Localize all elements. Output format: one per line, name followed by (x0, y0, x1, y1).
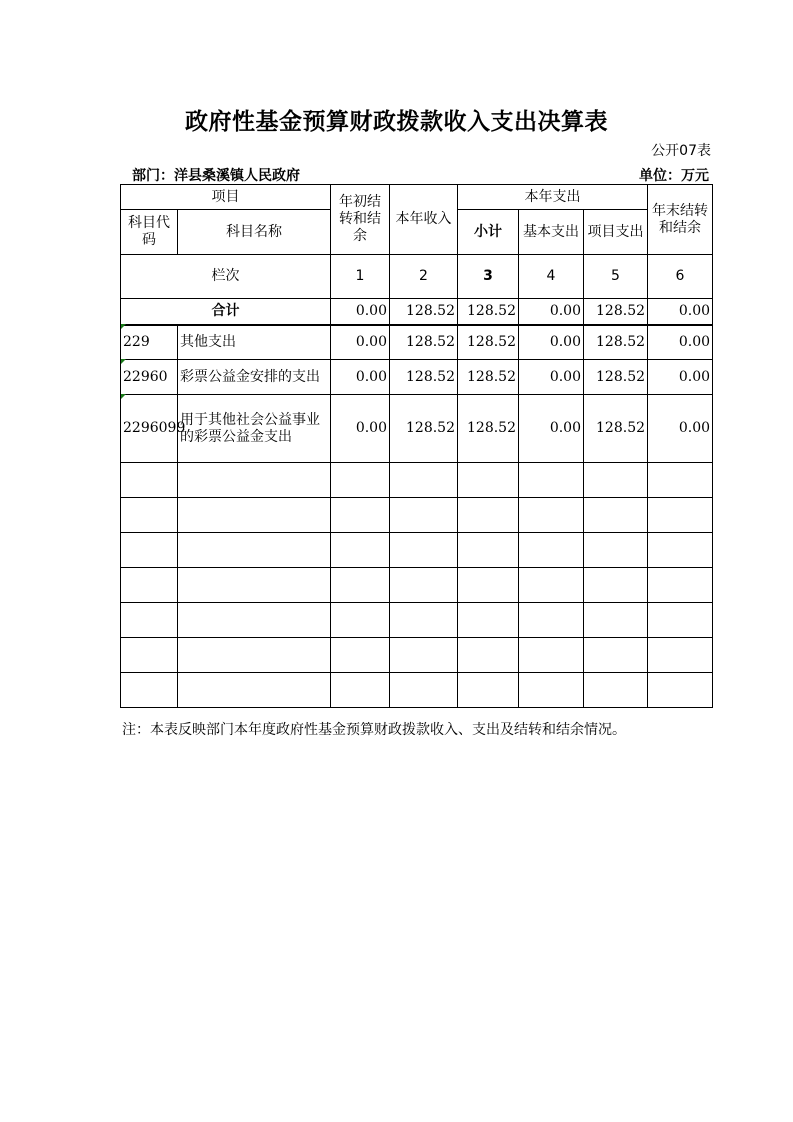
column-index-cell: 4 (519, 255, 584, 299)
value-cell: 128.52 (390, 325, 458, 360)
subject-code-cell: 2296099 (121, 395, 178, 463)
subject-code-cell: 229 (121, 325, 178, 360)
empty-row (121, 568, 713, 603)
header-income: 本年收入 (390, 185, 458, 255)
total-label: 合计 (121, 299, 331, 325)
empty-row (121, 463, 713, 498)
total-cell: 0.00 (519, 299, 584, 325)
subject-name-cell: 用于其他社会公益事业的彩票公益金支出 (178, 395, 331, 463)
value-cell: 128.52 (390, 395, 458, 463)
unit-label: 单位：万元 (639, 168, 709, 184)
table-row (121, 325, 713, 360)
value-cell: 0.00 (331, 360, 390, 395)
cell-marker-icon (121, 359, 126, 364)
total-cell: 128.52 (584, 299, 648, 325)
footnote: 注：本表反映部门本年度政府性基金预算财政拨款收入、支出及结转和结余情况。 (122, 722, 626, 738)
column-index-cell: 5 (584, 255, 648, 299)
total-row (121, 299, 713, 325)
value-cell: 0.00 (519, 395, 584, 463)
value-cell: 128.52 (458, 360, 519, 395)
header-subject-code: 科目代码 (121, 210, 178, 255)
empty-row (121, 533, 713, 568)
total-cell: 128.52 (390, 299, 458, 325)
column-index-cell: 3 (458, 255, 519, 299)
table-row (121, 395, 713, 463)
value-cell: 0.00 (519, 360, 584, 395)
empty-row (121, 498, 713, 533)
empty-row (121, 603, 713, 638)
value-cell: 0.00 (648, 325, 713, 360)
value-cell: 128.52 (458, 395, 519, 463)
report-title: 政府性基金预算财政拨款收入支出决算表 (185, 109, 608, 135)
value-cell: 128.52 (390, 360, 458, 395)
value-cell: 0.00 (331, 395, 390, 463)
column-index-cell: 1 (331, 255, 390, 299)
column-index-label: 栏次 (121, 255, 331, 299)
column-index-cell: 2 (390, 255, 458, 299)
subject-name-cell: 彩票公益金安排的支出 (178, 360, 331, 395)
header-project: 项目 (121, 185, 331, 210)
header-closing-balance: 年末结转和结余 (648, 185, 713, 255)
value-cell: 128.52 (458, 325, 519, 360)
header-basic-exp: 基本支出 (519, 210, 584, 255)
header-subject-name: 科目名称 (178, 210, 331, 255)
header-subtotal: 小计 (458, 210, 519, 255)
department-label: 部门：洋县桑溪镇人民政府 (132, 168, 300, 184)
value-cell: 0.00 (519, 325, 584, 360)
column-index-row (121, 255, 713, 299)
empty-row (121, 673, 713, 708)
value-cell: 0.00 (648, 360, 713, 395)
form-code: 公开07表 (651, 143, 711, 159)
header-opening-balance: 年初结转和结余 (331, 185, 390, 255)
value-cell: 0.00 (648, 395, 713, 463)
subject-code-cell: 22960 (121, 360, 178, 395)
header-expenditure: 本年支出 (458, 185, 648, 210)
table-row (121, 360, 713, 395)
value-cell: 0.00 (331, 325, 390, 360)
total-cell: 0.00 (648, 299, 713, 325)
header-project-exp: 项目支出 (584, 210, 648, 255)
cell-marker-icon (121, 324, 126, 329)
subject-name-cell: 其他支出 (178, 325, 331, 360)
column-index-cell: 6 (648, 255, 713, 299)
budget-table (120, 184, 713, 708)
cell-marker-icon (121, 394, 126, 399)
value-cell: 128.52 (584, 325, 648, 360)
total-cell: 0.00 (331, 299, 390, 325)
value-cell: 128.52 (584, 360, 648, 395)
total-cell: 128.52 (458, 299, 519, 325)
empty-row (121, 638, 713, 673)
value-cell: 128.52 (584, 395, 648, 463)
